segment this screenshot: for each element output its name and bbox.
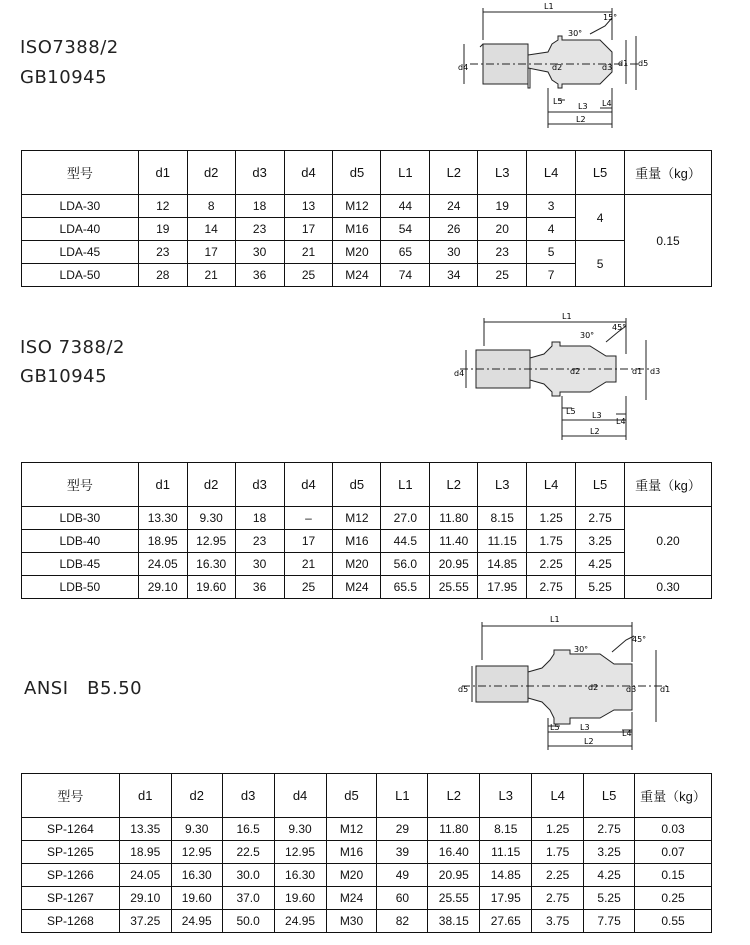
dim-l5: L5 <box>566 407 576 416</box>
dim-d4: d4 <box>454 369 465 378</box>
dim-l4: L4 <box>616 417 626 426</box>
cell-l4: 1.75 <box>532 841 584 864</box>
cell-d2: 16.30 <box>171 864 222 887</box>
cell-d3: 36 <box>235 576 284 599</box>
cell-model: SP-1268 <box>22 910 120 933</box>
cell-l3: 27.65 <box>480 910 532 933</box>
dim-d2: d2 <box>570 367 581 376</box>
header-l1: L1 <box>381 151 430 195</box>
header-l4: L4 <box>527 151 576 195</box>
cell-model: LDA-40 <box>22 218 139 241</box>
cell-d5: M12 <box>333 195 381 218</box>
dim-angle-15: 15° <box>603 13 618 22</box>
cell-d5: M16 <box>326 841 377 864</box>
cell-d3: 36 <box>235 264 284 287</box>
cell-d5: M12 <box>333 507 381 530</box>
header-weight: 重量（kg） <box>625 151 712 195</box>
cell-d4: 24.95 <box>274 910 326 933</box>
cell-l3: 8.15 <box>478 507 527 530</box>
cell-d4: 25 <box>284 576 333 599</box>
cell-d1: 28 <box>138 264 187 287</box>
standard-iso7388-label: ISO7388/2 <box>20 37 119 58</box>
cell-d2: 21 <box>187 264 235 287</box>
cell-d4: 21 <box>284 241 333 264</box>
cell-d1: 29.10 <box>119 887 171 910</box>
cell-d4: 25 <box>284 264 333 287</box>
table-row <box>22 553 712 576</box>
cell-model: LDA-50 <box>22 264 139 287</box>
header-l2: L2 <box>430 151 478 195</box>
cell-d3: 16.5 <box>222 818 274 841</box>
header-l5: L5 <box>576 463 625 507</box>
dim-l1: L1 <box>562 312 572 321</box>
table-header-row <box>22 463 712 507</box>
cell-d1: 18.95 <box>119 841 171 864</box>
cell-d1: 29.10 <box>138 576 187 599</box>
cell-l3: 8.15 <box>480 818 532 841</box>
standard-gb10945-label: GB10945 <box>20 366 108 387</box>
table-row <box>22 910 712 933</box>
dim-angle-30: 30° <box>580 331 595 340</box>
dim-d5: d5 <box>458 685 469 694</box>
cell-l2: 20.95 <box>428 864 480 887</box>
cell-l5: 5.25 <box>576 576 625 599</box>
cell-d3: 22.5 <box>222 841 274 864</box>
table-row <box>22 864 712 887</box>
dim-l3: L3 <box>592 411 602 420</box>
dim-angle-45: 45° <box>632 635 647 644</box>
cell-l1: 29 <box>377 818 428 841</box>
pull-stud-drawing-lda <box>440 0 650 140</box>
cell-d2: 14 <box>187 218 235 241</box>
header-model: 型号 <box>22 151 139 195</box>
cell-weight: 0.55 <box>635 910 712 933</box>
cell-d5: M24 <box>326 887 377 910</box>
cell-l5: 2.75 <box>576 507 625 530</box>
cell-l5: 4.25 <box>584 864 635 887</box>
table-row <box>22 507 712 530</box>
cell-l1: 56.0 <box>381 553 430 576</box>
header-d1: d1 <box>138 463 187 507</box>
table-row <box>22 818 712 841</box>
cell-d1: 23 <box>138 241 187 264</box>
dim-d1: d1 <box>632 367 643 376</box>
cell-d1: 13.30 <box>138 507 187 530</box>
cell-model: LDA-30 <box>22 195 139 218</box>
cell-l2: 34 <box>430 264 478 287</box>
spec-table-sp <box>21 773 712 933</box>
header-model: 型号 <box>22 774 120 818</box>
header-l1: L1 <box>377 774 428 818</box>
cell-l4: 2.75 <box>527 576 576 599</box>
dim-l2: L2 <box>590 427 600 436</box>
cell-l3: 20 <box>478 218 527 241</box>
cell-l2: 11.80 <box>430 507 478 530</box>
table-header-row <box>22 774 712 818</box>
cell-l1: 44.5 <box>381 530 430 553</box>
dim-d2: d2 <box>552 63 563 72</box>
cell-d1: 24.05 <box>138 553 187 576</box>
cell-d5: M16 <box>333 530 381 553</box>
cell-d4: 13 <box>284 195 333 218</box>
header-l3: L3 <box>478 463 527 507</box>
table-row <box>22 576 712 599</box>
dim-d3: d3 <box>626 685 637 694</box>
cell-l2: 38.15 <box>428 910 480 933</box>
header-d5: d5 <box>333 151 381 195</box>
cell-l2: 11.80 <box>428 818 480 841</box>
cell-model: SP-1266 <box>22 864 120 887</box>
cell-l2: 26 <box>430 218 478 241</box>
cell-l1: 65 <box>381 241 430 264</box>
cell-l4: 4 <box>527 218 576 241</box>
header-d2: d2 <box>187 151 235 195</box>
header-l2: L2 <box>430 463 478 507</box>
header-d1: d1 <box>119 774 171 818</box>
cell-l2: 11.40 <box>430 530 478 553</box>
dim-d3: d3 <box>602 63 613 72</box>
cell-d4: 17 <box>284 530 333 553</box>
header-d2: d2 <box>187 463 235 507</box>
cell-weight: 0.15 <box>635 864 712 887</box>
cell-l1: 39 <box>377 841 428 864</box>
cell-weight: 0.03 <box>635 818 712 841</box>
cell-l1: 54 <box>381 218 430 241</box>
cell-d5: M20 <box>333 553 381 576</box>
cell-l4: 2.75 <box>532 887 584 910</box>
dim-d1: d1 <box>660 685 671 694</box>
header-l2: L2 <box>428 774 480 818</box>
cell-d1: 24.05 <box>119 864 171 887</box>
cell-d4: – <box>284 507 333 530</box>
cell-l4: 1.25 <box>527 507 576 530</box>
cell-d5: M30 <box>326 910 377 933</box>
cell-l1: 27.0 <box>381 507 430 530</box>
cell-d1: 13.35 <box>119 818 171 841</box>
cell-l3: 17.95 <box>478 576 527 599</box>
cell-d3: 30 <box>235 553 284 576</box>
cell-d1: 18.95 <box>138 530 187 553</box>
cell-weight: 0.30 <box>625 576 712 599</box>
cell-l4: 5 <box>527 241 576 264</box>
cell-l4: 7 <box>527 264 576 287</box>
pull-stud-drawing-sp <box>450 610 690 760</box>
cell-l5: 7.75 <box>584 910 635 933</box>
cell-d2: 12.95 <box>171 841 222 864</box>
dim-l1: L1 <box>550 615 560 624</box>
cell-d2: 16.30 <box>187 553 235 576</box>
cell-l1: 44 <box>381 195 430 218</box>
cell-weight: 0.07 <box>635 841 712 864</box>
cell-l1: 65.5 <box>381 576 430 599</box>
dim-l2: L2 <box>576 115 586 124</box>
cell-d5: M24 <box>333 264 381 287</box>
cell-d2: 8 <box>187 195 235 218</box>
dim-angle-45: 45° <box>612 323 627 332</box>
cell-l1: 49 <box>377 864 428 887</box>
cell-l4: 2.25 <box>527 553 576 576</box>
header-d5: d5 <box>326 774 377 818</box>
dim-d1: d1 <box>618 59 629 68</box>
cell-model: LDB-50 <box>22 576 139 599</box>
dim-l3: L3 <box>578 102 588 111</box>
cell-l4: 1.75 <box>527 530 576 553</box>
cell-model: LDA-45 <box>22 241 139 264</box>
dim-angle-30: 30° <box>568 29 583 38</box>
header-d1: d1 <box>138 151 187 195</box>
dim-l2: L2 <box>584 737 594 746</box>
cell-d3: 50.0 <box>222 910 274 933</box>
cell-l4: 1.25 <box>532 818 584 841</box>
cell-model: LDB-40 <box>22 530 139 553</box>
table-row <box>22 241 712 264</box>
dim-l1: L1 <box>544 2 554 11</box>
cell-model: LDB-30 <box>22 507 139 530</box>
cell-l5: 4.25 <box>576 553 625 576</box>
header-d4: d4 <box>284 463 333 507</box>
cell-l2: 30 <box>430 241 478 264</box>
cell-l3: 25 <box>478 264 527 287</box>
cell-d4: 17 <box>284 218 333 241</box>
cell-l5: 3.25 <box>576 530 625 553</box>
cell-d3: 30 <box>235 241 284 264</box>
header-l5: L5 <box>576 151 625 195</box>
dim-l3: L3 <box>580 723 590 732</box>
cell-d5: M12 <box>326 818 377 841</box>
header-d2: d2 <box>171 774 222 818</box>
cell-d3: 23 <box>235 218 284 241</box>
cell-d2: 9.30 <box>171 818 222 841</box>
cell-l4: 3 <box>527 195 576 218</box>
header-d3: d3 <box>235 151 284 195</box>
cell-d2: 19.60 <box>171 887 222 910</box>
cell-l5-merged: 5 <box>576 241 625 287</box>
cell-d5: M20 <box>326 864 377 887</box>
header-d4: d4 <box>274 774 326 818</box>
cell-model: SP-1264 <box>22 818 120 841</box>
cell-d4: 16.30 <box>274 864 326 887</box>
cell-l1: 82 <box>377 910 428 933</box>
table-row <box>22 530 712 553</box>
cell-model: SP-1267 <box>22 887 120 910</box>
header-weight: 重量（kg） <box>635 774 712 818</box>
table-row <box>22 887 712 910</box>
header-l1: L1 <box>381 463 430 507</box>
cell-d3: 18 <box>235 195 284 218</box>
cell-weight-merged: 0.15 <box>625 195 712 287</box>
header-d3: d3 <box>235 463 284 507</box>
cell-l4: 2.25 <box>532 864 584 887</box>
cell-l2: 25.55 <box>428 887 480 910</box>
cell-model: SP-1265 <box>22 841 120 864</box>
cell-d2: 17 <box>187 241 235 264</box>
dim-l5: L5 <box>550 723 560 732</box>
cell-l2: 20.95 <box>430 553 478 576</box>
dim-d5: d5 <box>638 59 649 68</box>
dim-d3: d3 <box>650 367 661 376</box>
cell-d3: 23 <box>235 530 284 553</box>
cell-d3: 37.0 <box>222 887 274 910</box>
cell-d4: 9.30 <box>274 818 326 841</box>
cell-d4: 21 <box>284 553 333 576</box>
dim-d4: d4 <box>458 63 469 72</box>
header-d3: d3 <box>222 774 274 818</box>
cell-l3: 14.85 <box>478 553 527 576</box>
cell-d4: 19.60 <box>274 887 326 910</box>
cell-l1: 74 <box>381 264 430 287</box>
header-model: 型号 <box>22 463 139 507</box>
cell-weight-merged: 0.20 <box>625 507 712 576</box>
cell-l2: 25.55 <box>430 576 478 599</box>
cell-model: LDB-45 <box>22 553 139 576</box>
standard-iso7388-label: ISO 7388/2 <box>20 337 125 358</box>
cell-l3: 17.95 <box>480 887 532 910</box>
cell-l4: 3.75 <box>532 910 584 933</box>
cell-weight: 0.25 <box>635 887 712 910</box>
cell-d3: 18 <box>235 507 284 530</box>
header-l5: L5 <box>584 774 635 818</box>
cell-d1: 37.25 <box>119 910 171 933</box>
cell-l1: 60 <box>377 887 428 910</box>
cell-l3: 11.15 <box>480 841 532 864</box>
cell-d5: M24 <box>333 576 381 599</box>
cell-l3: 23 <box>478 241 527 264</box>
cell-l2: 16.40 <box>428 841 480 864</box>
cell-d2: 19.60 <box>187 576 235 599</box>
table-header-row <box>22 151 712 195</box>
header-l4: L4 <box>532 774 584 818</box>
dim-d2: d2 <box>588 683 599 692</box>
dim-l5: L5 <box>553 97 563 106</box>
dim-l4: L4 <box>602 99 612 108</box>
header-weight: 重量（kg） <box>625 463 712 507</box>
table-row <box>22 841 712 864</box>
pull-stud-drawing-ldb <box>440 310 670 450</box>
standard-ansi-label: ANSI B5.50 <box>24 678 143 699</box>
spec-table-ldb <box>21 462 712 599</box>
cell-l3: 11.15 <box>478 530 527 553</box>
cell-d2: 24.95 <box>171 910 222 933</box>
cell-d3: 30.0 <box>222 864 274 887</box>
cell-d5: M20 <box>333 241 381 264</box>
header-d4: d4 <box>284 151 333 195</box>
cell-d2: 12.95 <box>187 530 235 553</box>
cell-l2: 24 <box>430 195 478 218</box>
cell-d4: 12.95 <box>274 841 326 864</box>
cell-d2: 9.30 <box>187 507 235 530</box>
cell-l5: 2.75 <box>584 818 635 841</box>
cell-l5: 5.25 <box>584 887 635 910</box>
dim-l4: L4 <box>622 729 632 738</box>
cell-d1: 12 <box>138 195 187 218</box>
cell-d5: M16 <box>333 218 381 241</box>
header-l3: L3 <box>478 151 527 195</box>
spec-table-lda <box>21 150 712 287</box>
header-l4: L4 <box>527 463 576 507</box>
cell-l5-merged: 4 <box>576 195 625 241</box>
dim-angle-30: 30° <box>574 645 589 654</box>
cell-l5: 3.25 <box>584 841 635 864</box>
cell-l3: 14.85 <box>480 864 532 887</box>
standard-gb10945-label: GB10945 <box>20 67 108 88</box>
table-row <box>22 195 712 218</box>
header-d5: d5 <box>333 463 381 507</box>
header-l3: L3 <box>480 774 532 818</box>
cell-d1: 19 <box>138 218 187 241</box>
cell-l3: 19 <box>478 195 527 218</box>
